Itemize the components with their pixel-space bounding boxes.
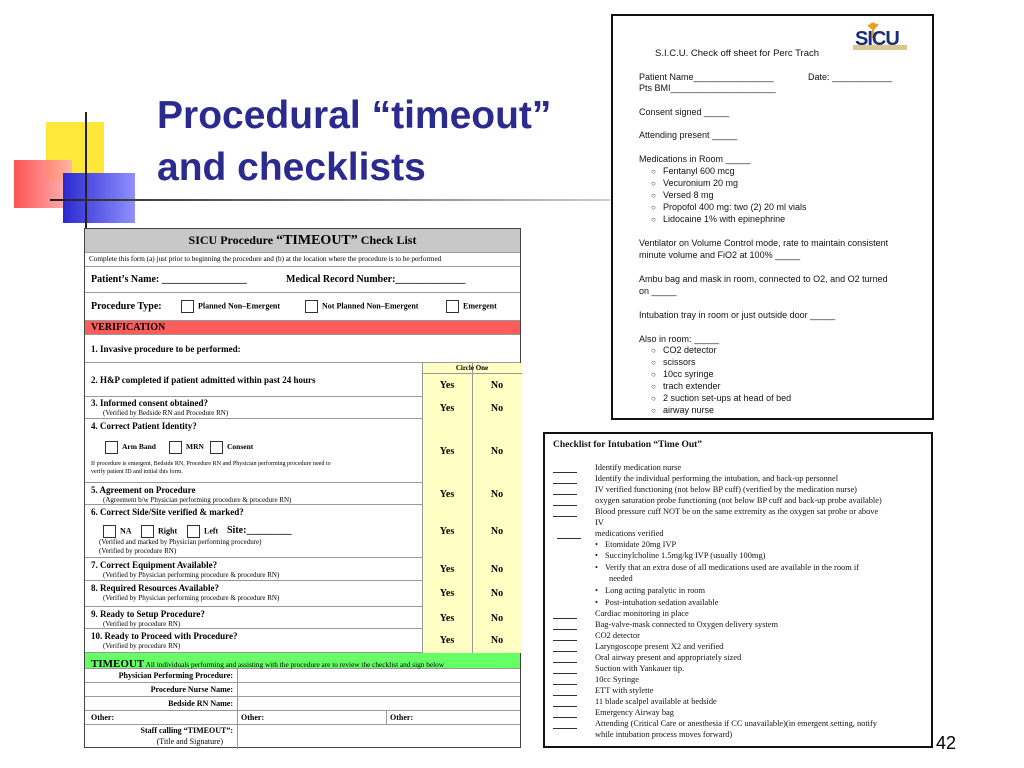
na-checkbox[interactable] [103,525,116,538]
item5-no[interactable]: No [490,489,504,500]
item6-right[interactable] [141,525,177,538]
title-signature-label: (Title and Signature) [156,737,223,746]
also-item: ○ 10cc syringe [651,369,714,379]
item6-sub1: (Verified and marked by Physician performing procedure) [99,538,262,546]
trach-vent-line1: Ventilator on Volume Control mode, rate to maintain consistent [639,238,889,248]
timeout-note: All individuals performing and assisting with the procedure are to review the checklist and sign below [144,660,445,669]
sig-nurse-row [85,683,520,697]
mrn-field[interactable]: Medical Record Number:______________ [286,274,466,285]
item8-sub: (Verified by Physician performing procedure & procedure RN) [103,594,280,602]
item6-text: 6. Correct Side/Site verified & marked? [91,507,244,517]
sig-nurse-label: Procedure Nurse Name: [150,685,233,694]
procedure-type-planned[interactable] [181,300,280,313]
item7-row [85,558,520,581]
item2-no[interactable]: No [490,380,504,391]
mrn-label: MRN [186,442,204,452]
check-blank[interactable] [553,483,577,484]
item5-row [85,483,520,505]
emergent-checkbox[interactable] [446,300,459,313]
verification-header: VERIFICATION [91,322,166,333]
decor-blue-square [63,173,135,223]
intubation-line: Emergency Airway bag [595,708,674,717]
item6-row [85,505,520,558]
form-title [85,233,520,249]
item4-row [85,419,520,483]
sig-bedside-field[interactable] [237,697,520,710]
item7-text: 7. Correct Equipment Available? [91,560,218,570]
intubation-line: medications verified [595,529,664,538]
med-item: ○ Lidocaine 1% with epinephrine [651,214,785,224]
item3-no[interactable]: No [490,403,504,414]
med-item: ○ Fentanyl 600 mcg [651,166,735,176]
procedure-type-emergent[interactable] [446,300,497,313]
item10-text: 10. Ready to Proceed with Procedure? [91,631,238,641]
procedure-type-label: Procedure Type: [91,301,162,312]
item3-yes[interactable]: Yes [439,403,455,414]
patient-row [85,267,520,293]
intubation-line: Identify the individual performing the intubation, and back-up personnel [595,474,839,483]
intubation-line: Laryngoscope present X2 and verified [595,642,724,651]
check-blank[interactable] [553,728,577,729]
timeout-header-row [85,653,520,669]
item7-yes[interactable]: Yes [439,564,455,575]
also-item: ○ airway nurse [651,405,714,415]
item9-yes[interactable]: Yes [439,613,455,624]
na-label: NA [120,526,132,536]
item2-yes[interactable]: Yes [439,380,455,391]
item9-no[interactable]: No [490,613,504,624]
item6-na[interactable] [103,525,132,538]
slide-title-line2: and checklists [157,146,426,189]
left-checkbox[interactable] [187,525,200,538]
armband-label: Arm Band [122,442,156,452]
med-item: ○ Versed 8 mg [651,190,714,200]
item2-row [85,363,520,397]
check-blank[interactable] [553,717,577,718]
also-item: ○ scissors [651,357,696,367]
form-title-row [85,229,520,253]
slide-title [157,90,551,194]
med-bullet: • Etomidate 20mg IVP [595,540,676,549]
intubation-line: Attending (Critical Care or anesthesia if CC unavailable)(in emergent setting, notify [595,719,877,728]
item4-yes[interactable]: Yes [439,446,455,457]
procedure-type-not-planned[interactable] [305,300,418,313]
item8-no[interactable]: No [490,588,504,599]
perc-trach-checkoff-sheet [611,14,934,420]
item4-note-line2: verify patient ID and initial this form. [91,469,183,475]
intubation-line: Cardiac monitoring in place [595,609,689,618]
trach-ambu-line1: Ambu bag and mask in room, connected to O2, and O2 turned [639,274,888,284]
med-bullet: • Post-intubation sedation available [595,598,719,607]
consent-checkbox[interactable] [210,441,223,454]
item4-armband[interactable] [105,441,156,454]
circle-one-label: Circle One [455,364,489,372]
med-item: ○ Vecuronium 20 mg [651,178,738,188]
check-blank[interactable] [553,494,577,495]
item10-sub: (Verified by procedure RN) [103,642,181,650]
check-blank[interactable] [553,505,577,506]
sig-physician-label: Physician Performing Procedure: [118,671,233,680]
med-bullet: • Long acting paralytic in room [595,586,705,595]
med-bullet-continuation: needed [609,574,633,583]
item3-sub: (Verified by Bedside RN and Procedure RN) [103,409,229,417]
intubation-line: Suction with Yankauer tip. [595,664,685,673]
intubation-line: IV [595,518,604,527]
form-title-post: Check List [357,233,417,247]
page-number: 42 [936,733,957,753]
item9-text: 9. Ready to Setup Procedure? [91,609,205,619]
intubation-line: IV verified functioning (not below BP cuff) (verified by the medication nurse) [595,485,857,494]
item1-text: 1. Invasive procedure to be performed: [91,344,241,354]
intubation-line: oxygen saturation probe functioning (not below BP cuff and back-up probe available) [595,496,882,505]
check-blank[interactable] [553,706,577,707]
item5-text: 5. Agreement on Procedure [91,485,196,495]
intubation-line: 11 blade scalpel available at bedside [595,697,717,706]
item8-yes[interactable]: Yes [439,588,455,599]
item4-mrn[interactable] [169,441,204,454]
item3-text: 3. Informed consent obtained? [91,398,209,408]
trach-intubation-tray[interactable]: Intubation tray in room or just outside door _____ [639,310,836,320]
check-blank[interactable] [553,640,577,641]
right-label: Right [158,526,178,536]
item3-row [85,397,520,419]
not-planned-label: Not Planned Non–Emergent [322,301,419,311]
item10-yes[interactable]: Yes [439,635,455,646]
item8-text: 8. Required Resources Available? [91,583,219,593]
form-title-timeout: “TIMEOUT” [276,233,358,248]
also-item: ○ trach extender [651,381,721,391]
item5-sub: (Agreement b/w Physician performing procedure & procedure RN) [103,496,292,504]
timeout-label: TIMEOUT [91,658,145,670]
right-checkbox[interactable] [141,525,154,538]
item6-sub2: (Verified by procedure RN) [99,547,177,555]
check-blank[interactable] [553,695,577,696]
med-bullet: • Verify that an extra dose of all medications used are available in the room if [595,563,859,572]
check-blank[interactable] [557,538,581,539]
check-blank[interactable] [553,651,577,652]
consent-label: Consent [227,442,254,452]
left-label: Left [204,526,219,536]
staff-calling-row [85,725,520,749]
also-item: ○ CO2 detector [651,345,717,355]
sig-bedside-label: Bedside RN Name: [168,699,233,708]
intubation-title: Checklist for Intubation “Time Out” [553,440,703,450]
intubation-line: Blood pressure cuff NOT be on the same extremity as the oxygen sat probe or above [595,507,879,516]
slide-title-line1: Procedural “timeout” [157,94,552,137]
check-blank[interactable] [553,629,577,630]
med-bullet: • Succinylcholine 1.5mg/kg IVP (usually 100mg) [595,551,765,560]
other-divider-2 [386,711,387,724]
item6-left[interactable] [187,525,218,538]
item6-no[interactable]: No [490,526,504,537]
trach-ambu-line2[interactable]: on _____ [639,286,677,296]
trach-date[interactable]: Date: ____________ [808,72,893,82]
item7-no[interactable]: No [490,564,504,575]
sig-bedside-row [85,697,520,711]
intubation-timeout-checklist [543,432,933,748]
patient-name-field[interactable]: Patient’s Name: _________________ [91,274,247,285]
trach-also-label[interactable]: Also in room: _____ [639,334,720,344]
instruction-row [85,253,520,267]
sig-nurse-field[interactable] [237,683,520,696]
check-blank[interactable] [553,673,577,674]
planned-label: Planned Non–Emergent [198,301,280,311]
intubation-line: Oral airway present and appropriately sized [595,653,742,662]
planned-checkbox[interactable] [181,300,194,313]
check-blank[interactable] [553,684,577,685]
sig-physician-field[interactable] [237,669,520,682]
sig-physician-row [85,669,520,683]
intubation-line: CO2 detector [595,631,640,640]
mrn-checkbox[interactable] [169,441,182,454]
armband-checkbox[interactable] [105,441,118,454]
check-blank[interactable] [553,516,577,517]
other-label-1[interactable]: Other: [91,713,115,722]
trach-patient-name[interactable]: Patient Name________________ [639,72,774,82]
item9-row [85,607,520,629]
item4-text: 4. Correct Patient Identity? [91,421,197,431]
intubation-line: while intubation process moves forward) [595,730,733,739]
trach-pts-bmi[interactable]: Pts BMI_____________________ [639,83,776,93]
item1-row [85,335,520,363]
check-blank[interactable] [553,472,577,473]
staff-calling-field[interactable] [237,725,520,749]
trach-attending[interactable]: Attending present _____ [639,130,738,140]
other-divider-1 [237,711,238,724]
not-planned-checkbox[interactable] [305,300,318,313]
also-item: ○ 2 suction set-ups at head of bed [651,393,791,403]
item10-row [85,629,520,653]
form-title-pre: SICU Procedure [188,233,277,247]
trach-meds-label[interactable]: Medications in Room _____ [639,154,751,164]
sicu-logo [851,20,909,54]
item2-text: 2. H&P completed if patient admitted within past 24 hours [91,375,316,385]
item4-no[interactable]: No [490,446,504,457]
item10-no[interactable]: No [490,635,504,646]
item9-sub: (Verified by procedure RN) [103,620,181,628]
procedure-type-row [85,293,520,321]
trach-consent[interactable]: Consent signed _____ [639,107,730,117]
other-label-3[interactable]: Other: [390,713,414,722]
site-field[interactable]: Site:_________ [227,525,292,536]
intubation-line: Identify medication nurse [595,463,682,472]
intubation-line: 10cc Syringe [595,675,639,684]
decor-horizontal-line [50,199,610,201]
item7-sub: (Verified by Physician performing procedure & procedure RN) [103,571,280,579]
item8-row [85,581,520,607]
emergent-label: Emergent [463,301,497,311]
item6-yes[interactable]: Yes [439,526,455,537]
sig-other-row [85,711,520,725]
form-instruction: Complete this form (a) just prior to beginning the procedure and (b) at the location where the procedure is to be performed [89,255,442,263]
med-item: ○ Propofol 400 mg: two (2) 20 ml vials [651,202,807,212]
other-label-2[interactable]: Other: [241,713,265,722]
check-blank[interactable] [553,662,577,663]
intubation-line: Bag-valve-mask connected to Oxygen delivery system [595,620,779,629]
check-blank[interactable] [553,618,577,619]
trach-title: S.I.C.U. Check off sheet for Perc Trach [655,48,820,59]
item4-note-line1: If procedure is emergent, Bedside RN, Procedure RN and Physician performing procedure need to [91,461,331,467]
item5-yes[interactable]: Yes [439,489,455,500]
sicu-logo-text: SICU [855,28,899,50]
item4-consent[interactable] [210,441,253,454]
decor-vertical-line [85,112,87,230]
intubation-line: ETT with stylette [595,686,654,695]
staff-calling-label: Staff calling “TIMEOUT”: [140,726,233,735]
trach-vent-line2[interactable]: minute volume and FiO2 at 100% _____ [639,250,801,260]
verification-header-row [85,321,520,335]
timeout-checklist-form [84,228,521,748]
